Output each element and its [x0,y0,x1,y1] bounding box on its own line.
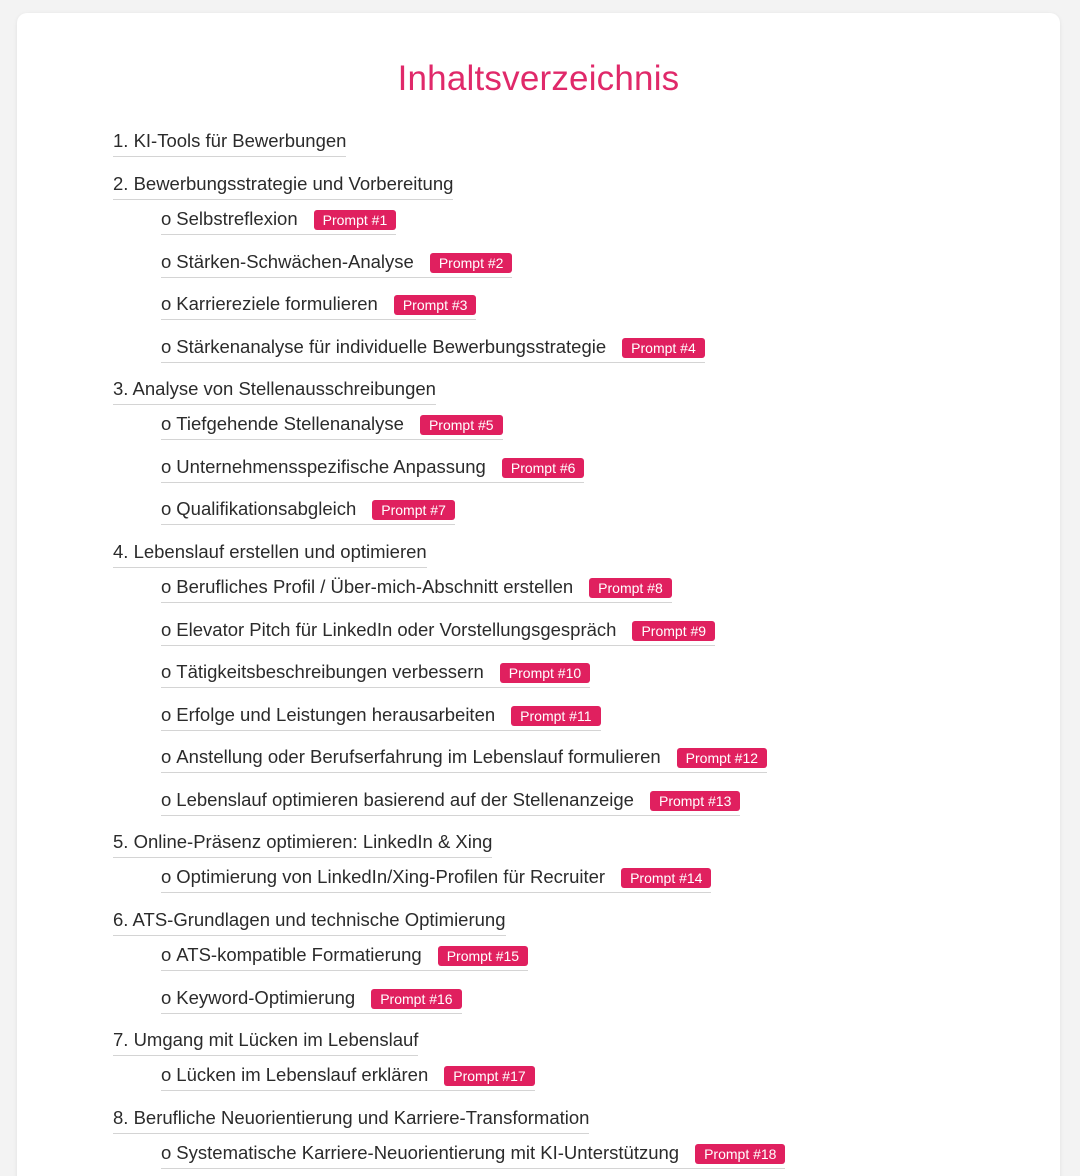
toc-section-7[interactable] [113,1029,418,1056]
bullet: o [161,619,172,640]
prompt-badge[interactable]: Prompt #16 [371,989,461,1009]
toc-item-label: Optimierung von LinkedIn/Xing-Profilen für Recruiter [176,866,606,887]
bullet: o [161,987,172,1008]
toc-section-2[interactable] [113,173,453,200]
bullet: o [161,704,172,725]
toc-item-label: Erfolge und Leistungen herausarbeiten [176,704,496,725]
toc-item-lebenslauf-optimieren[interactable] [161,789,740,816]
toc-item-label: Lebenslauf optimieren basierend auf der Stellenanzeige [176,789,634,810]
prompt-badge[interactable]: Prompt #5 [420,415,503,435]
bullet: o [161,413,172,434]
toc-section-label: 4. Lebenslauf erstellen und optimieren [113,541,427,562]
toc-item-label: Lücken im Lebenslauf erklären [176,1064,429,1085]
toc-section-label: 1. KI-Tools für Bewerbungen [113,130,347,151]
toc-section-4[interactable] [113,541,427,568]
toc-item-elevator-pitch[interactable] [161,619,715,646]
toc-item-linkedin-xing-profile[interactable] [161,866,711,893]
prompt-badge[interactable]: Prompt #3 [394,295,477,315]
toc-section-5[interactable] [113,831,492,858]
bullet: o [161,866,172,887]
bullet: o [161,746,172,767]
toc-item-staerkenanalyse[interactable] [161,336,705,363]
bullet: o [161,336,172,357]
toc-item-label: Unternehmensspezifische Anpassung [176,456,486,477]
prompt-badge[interactable]: Prompt #18 [695,1144,785,1164]
toc-item-label: Qualifikationsabgleich [176,498,357,519]
toc-section-6[interactable] [113,909,506,936]
bullet: o [161,1064,172,1085]
toc-item-staerken-schwaechen[interactable] [161,251,512,278]
toc-section-label: 3. Analyse von Stellenausschreibungen [113,378,436,399]
toc-item-label: Selbstreflexion [176,208,298,229]
toc-item-stellenanalyse[interactable] [161,413,503,440]
toc-item-anstellung-berufserfahrung[interactable] [161,746,767,773]
toc-item-karriere-neuorientierung[interactable] [161,1142,785,1169]
prompt-badge[interactable]: Prompt #1 [314,210,397,230]
toc-item-keyword-optimierung[interactable] [161,987,462,1014]
prompt-badge[interactable]: Prompt #8 [589,578,672,598]
toc-item-ats-formatierung[interactable] [161,944,528,971]
page-title: Inhaltsverzeichnis [397,59,680,98]
prompt-badge[interactable]: Prompt #13 [650,791,740,811]
toc-item-label: ATS-kompatible Formatierung [176,944,422,965]
bullet: o [161,498,172,519]
toc-item-label: Keyword-Optimierung [176,987,356,1008]
toc-section-3[interactable] [113,378,436,405]
toc-item-selbstreflexion[interactable] [161,208,396,235]
toc-item-label: Tätigkeitsbeschreibungen verbessern [176,661,484,682]
toc-item-label: Stärkenanalyse für individuelle Bewerbungsstrategie [176,336,607,357]
bullet: o [161,1142,172,1163]
bullet: o [161,251,172,272]
toc-section-label: 8. Berufliche Neuorientierung und Karriere-Transformation [113,1107,590,1128]
prompt-badge[interactable]: Prompt #2 [430,253,513,273]
prompt-badge[interactable]: Prompt #15 [438,946,528,966]
bullet: o [161,208,172,229]
prompt-badge[interactable]: Prompt #6 [502,458,585,478]
toc-item-label: Elevator Pitch für LinkedIn oder Vorstellungsgespräch [176,619,617,640]
toc-section-1[interactable] [113,130,346,157]
prompt-badge[interactable]: Prompt #17 [444,1066,534,1086]
prompt-badge[interactable]: Prompt #4 [622,338,705,358]
toc-item-label: Tiefgehende Stellenanalyse [176,413,404,434]
toc-item-label: Karriereziele formulieren [176,293,378,314]
toc-item-erfolge-leistungen[interactable] [161,704,601,731]
toc-section-label: 5. Online-Präsenz optimieren: LinkedIn & Xing [113,831,493,852]
bullet: o [161,944,172,965]
toc-item-karriereziele[interactable] [161,293,476,320]
bullet: o [161,293,172,314]
prompt-badge[interactable]: Prompt #12 [677,748,767,768]
bullet: o [161,456,172,477]
toc-item-label: Anstellung oder Berufserfahrung im Lebenslauf formulieren [176,746,661,767]
toc-item-label: Stärken-Schwächen-Analyse [176,251,414,272]
toc-section-label: 7. Umgang mit Lücken im Lebenslauf [113,1029,419,1050]
toc-section-8[interactable] [113,1107,589,1134]
bullet: o [161,789,172,810]
toc-card [17,13,1060,1176]
toc-item-berufliches-profil[interactable] [161,576,672,603]
prompt-badge[interactable]: Prompt #9 [632,621,715,641]
toc-item-label: Berufliches Profil / Über-mich-Abschnitt erstellen [176,576,574,597]
prompt-badge[interactable]: Prompt #11 [511,706,600,726]
prompt-badge[interactable]: Prompt #10 [500,663,590,683]
prompt-badge[interactable]: Prompt #14 [621,868,711,888]
toc-section-label: 6. ATS-Grundlagen und technische Optimierung [113,909,506,930]
toc-section-label: 2. Bewerbungsstrategie und Vorbereitung [113,173,454,194]
toc-item-unternehmensspezifisch[interactable] [161,456,584,483]
toc-item-luecken-erklaeren[interactable] [161,1064,535,1091]
toc-item-qualifikationsabgleich[interactable] [161,498,455,525]
bullet: o [161,576,172,597]
toc-item-label: Systematische Karriere-Neuorientierung mit KI-Unterstützung [176,1142,680,1163]
prompt-badge[interactable]: Prompt #7 [372,500,455,520]
bullet: o [161,661,172,682]
toc-item-taetigkeitsbeschreibungen[interactable] [161,661,590,688]
